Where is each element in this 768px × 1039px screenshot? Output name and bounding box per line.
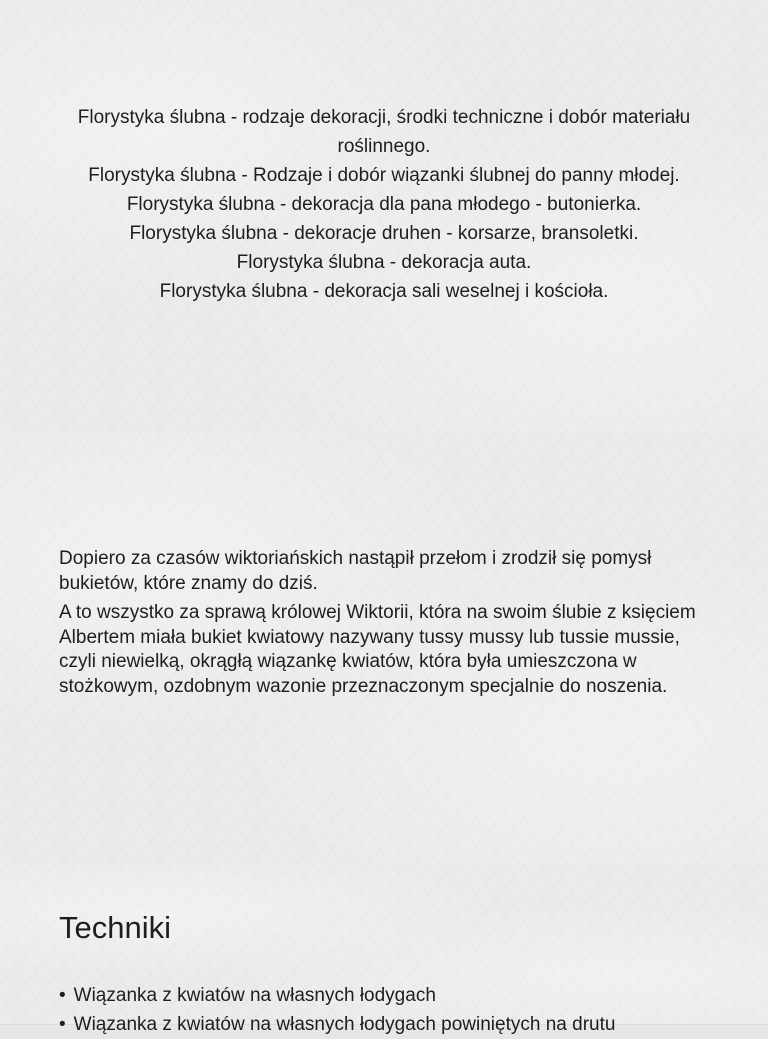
topic-line: Florystyka ślubna - dekoracja auta. [236, 252, 532, 273]
slide-3 [0, 864, 768, 1035]
paragraph: Dopiero za czasów wiktoriańskich nastąpił przełom i zrodził się pomysł bukietów, które znamy do dziś. [59, 548, 652, 594]
technique-list [59, 981, 719, 1039]
list-item: • Wiązanka z kwiatów na własnych łodygach [59, 981, 719, 1010]
topic-list [70, 103, 698, 306]
history-text [59, 547, 711, 704]
topic-line: Florystyka ślubna - dekoracja dla pana młodego - butonierka. [126, 194, 642, 215]
topic-line: Florystyka ślubna - dekoracja sali weselnej i kościoła. [159, 281, 609, 302]
slide-1 [0, 0, 768, 433]
list-item: • Wiązanka z kwiatów na własnych łodygach powiniętych na drutu [59, 1010, 719, 1039]
slide-2 [0, 432, 768, 865]
paragraph: A to wszystko za sprawą królowej Wiktorii, która na swoim ślubie z księciem Albertem miała bukiet kwiatowy nazywany tussy mussy lub tussie mussie, czyli niewielką, okrągłą wiązankę kwiatów, która była umieszczona w stożkowym, ozdobnym wazonie przeznaczonym specjalnie do noszenia. [59, 602, 696, 697]
slide-title: Techniki [59, 910, 171, 945]
topic-line: Florystyka ślubna - rodzaje dekoracji, środki techniczne i dobór materiału roślinnego. [77, 107, 691, 157]
topic-line: Florystyka ślubna - Rodzaje i dobór wiązanki ślubnej do panny młodej. [88, 165, 680, 186]
topic-line: Florystyka ślubna - dekoracje druhen - korsarze, bransoletki. [129, 223, 639, 244]
